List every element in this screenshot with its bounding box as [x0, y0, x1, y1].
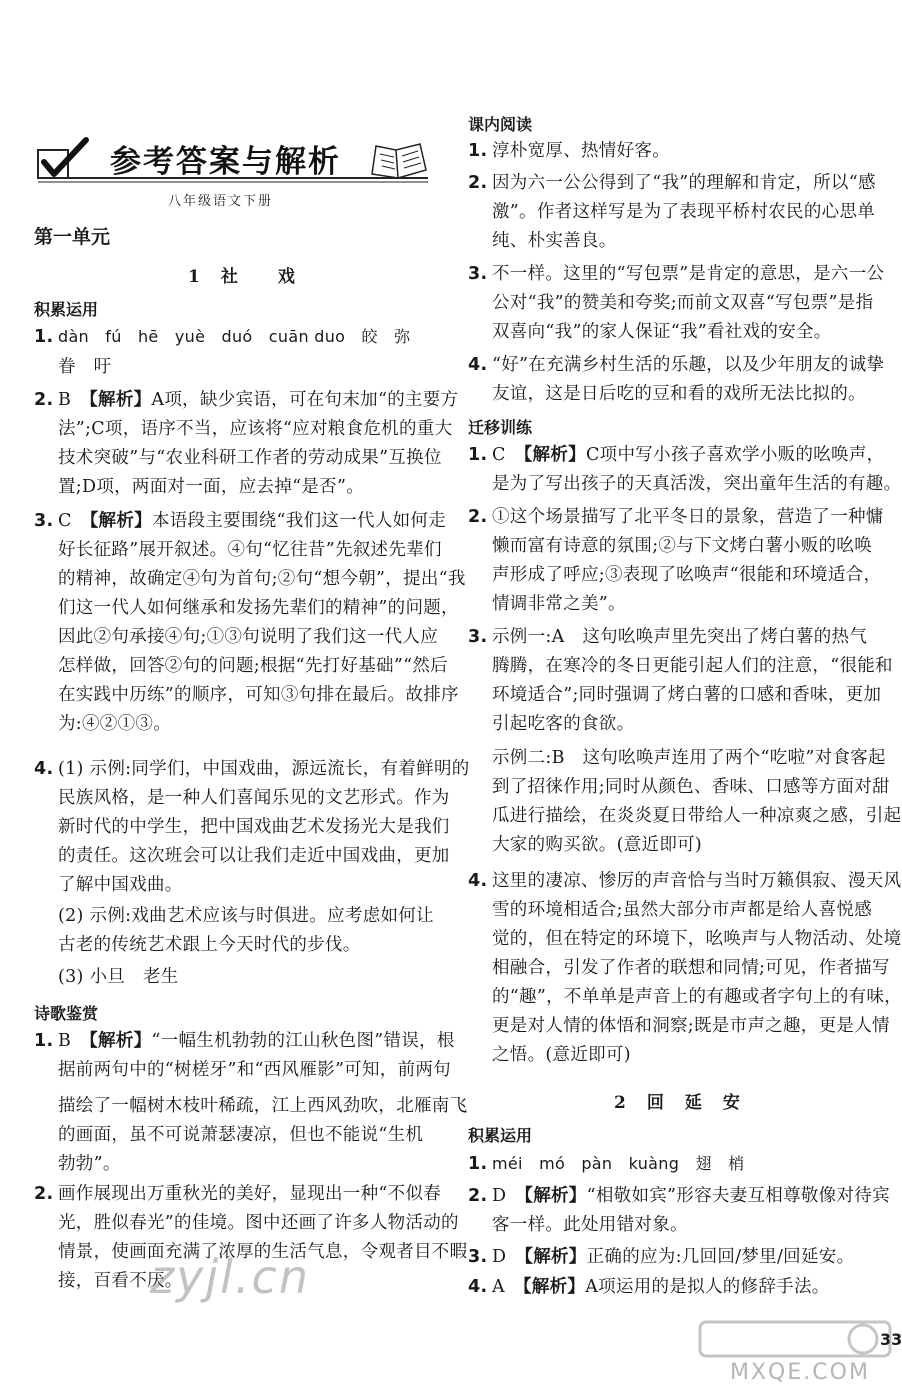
answer-line: 友谊，这是日后吃的豆和看的戏所无法比拟的。 — [492, 384, 866, 404]
analysis-tag: 【解析】 — [523, 445, 586, 465]
answer-line: 懒而富有诗意的氛围;②与下文烤白薯小贩的吆唤 — [492, 536, 872, 556]
answer-line: 瓜进行描绘，在炎炎夏日带给人一种凉爽之感，引起 — [492, 806, 902, 826]
answer-line: 光，胜似春光”的佳境。图中还画了许多人物活动的 — [58, 1213, 459, 1233]
answer-line: 因此②句承接④句;①③句说明了我们这一代人应 — [58, 627, 438, 647]
answer-line: 是为了写出孩子的天真活泼，突出童年生活的有趣。 — [492, 474, 902, 494]
answer-line: 因为六一公公得到了“我”的理解和肯定，所以“感 — [492, 173, 876, 193]
answer-line: 不一样。这里的“写包票”是肯定的意思，是六一公 — [492, 264, 885, 284]
answer-line: C 【解析】C项中写小孩子喜欢学小贩的吆唤声， — [492, 445, 885, 465]
answer-line: 了解中国戏曲。 — [58, 875, 183, 895]
question-number: 2. — [34, 390, 54, 410]
answer-line: (2) 示例:戏曲艺术应该与时俱进。应考虑如何让 — [58, 906, 434, 926]
question-number: 1. — [468, 141, 488, 161]
answer-line: 新时代的中学生，把中国戏曲艺术发扬光大是我们 — [58, 817, 450, 837]
answer-line: 纯、朴实善良。 — [492, 231, 617, 251]
answer-line: ①这个场景描写了北平冬日的景象，营造了一种慵 — [492, 507, 884, 527]
answer-line: 的精神，故确定④句为首句;②句“想今朝”，提出“我 — [58, 569, 466, 589]
answer-line: 示例二:B 这句吆唤声连用了两个“吃啦”对食客起 — [492, 748, 886, 768]
answer-line: 雪的环境相适合;虽然大部分市声都是给人喜悦感 — [492, 900, 872, 920]
lesson-title: 1 社 戏 — [188, 267, 297, 287]
question-number: 2. — [468, 507, 488, 527]
analysis-tag: 【解析】 — [88, 390, 152, 410]
answer-line: (3) 小旦 老生 — [58, 967, 179, 987]
answer-line: 置;D项，两面对一面，应去掉“是否”。 — [58, 477, 365, 497]
answer-line: B 【解析】“一幅生机勃勃的江山秋色图”错误，根 — [58, 1031, 455, 1051]
section-heading: 迁移训练 — [468, 418, 533, 437]
answer-line: 更是对人情的体悟和洞察;既是市声之趣，更是人情 — [492, 1016, 890, 1036]
answer-line: 好长征路”展开叙述。④句“忆往昔”先叙述先辈们 — [58, 540, 442, 560]
answer-line: 的“趣”，不单单是声音上的有趣或者字句上的有味， — [492, 987, 902, 1007]
answer-line: 激”。作者这样写是为了表现平桥村农民的心思单 — [492, 202, 876, 222]
analysis-tag: 【解析】 — [524, 1247, 587, 1267]
answer-line: 据前两句中的“树槎牙”和“西风雁影”可知，前两句 — [58, 1060, 451, 1080]
answer-line: 为:④②①③。 — [58, 714, 171, 734]
analysis-tag: 【解析】 — [88, 1031, 152, 1051]
answer-line: C 【解析】本语段主要围绕“我们这一代人如何走 — [58, 511, 446, 531]
answer-line: 接，百看不厌。 — [58, 1271, 183, 1291]
question-number: 2. — [468, 173, 488, 193]
answer-line: 双喜向“我”的家人保证“我”看社戏的安全。 — [492, 322, 832, 342]
question-number: 1. — [468, 1154, 488, 1174]
answer-line: 觉的，但在特定的环境下，吆唤声与人物活动、处境 — [492, 929, 902, 949]
analysis-tag: 【解析】 — [524, 1186, 587, 1206]
answer-line: 之悟。(意近即可) — [492, 1045, 631, 1065]
answer-line: 们这一代人如何继承和发扬先辈们的精神”的问题， — [58, 598, 459, 618]
unit-heading: 第一单元 — [34, 226, 111, 248]
answer-line: 情调非常之美”。 — [492, 594, 626, 614]
answer-line: 画作展现出万重秋光的美好，显现出一种“不似春 — [58, 1184, 442, 1204]
answer-line: 淳朴宽厚、热情好客。 — [492, 141, 670, 161]
question-number: 2. — [34, 1184, 54, 1204]
question-number: 1. — [34, 1031, 54, 1051]
watermark: zyjl.cn — [150, 1250, 310, 1304]
lesson-title: 2 回 延 安 — [614, 1093, 742, 1113]
answer-line: D 【解析】正确的应为:几回回/梦里/回延安。 — [492, 1247, 855, 1267]
analysis-tag: 【解析】 — [89, 511, 152, 531]
answer-line: 情景，使画面充满了浓厚的生活气息，令观者目不暇 — [58, 1242, 468, 1262]
answer-line: 民族风格，是一种人们喜闻乐见的文艺形式。作为 — [58, 788, 450, 808]
question-number: 1. — [34, 327, 54, 347]
answer-line: 技术突破”与“农业科研工作者的劳动成果”互换位 — [58, 448, 442, 468]
answer-line: 公对“我”的赞美和夸奖;而前文双喜“写包票”是指 — [492, 293, 874, 313]
question-number: 3. — [468, 627, 488, 647]
answer-line: 大家的购买欲。(意近即可) — [492, 835, 703, 855]
answer-line: 的责任。这次班会可以让我们走近中国戏曲，更加 — [58, 846, 450, 866]
answer-line: 示例一:A 这句吆唤声里先突出了烤白薯的热气 — [492, 627, 868, 647]
page-subtitle: 八年级语文下册 — [168, 194, 274, 209]
question-number: 2. — [468, 1186, 488, 1206]
answer-line: dàn fú hē yuè duó cuān duo 皎 弥 — [58, 327, 411, 346]
answer-line: 相融合，引发了作者的联想和同情;可见，作者描写 — [492, 958, 890, 978]
checkmark-icon — [36, 136, 92, 184]
answer-line: 腾腾，在寒冷的冬日更能引起人们的注意，“很能和 — [492, 656, 893, 676]
section-heading: 诗歌鉴赏 — [34, 1004, 99, 1023]
question-number: 3. — [34, 511, 54, 531]
book-icon — [368, 140, 430, 184]
question-number: 4. — [34, 759, 54, 779]
answer-line: (1) 示例:同学们，中国戏曲，源远流长，有着鲜明的 — [58, 759, 470, 779]
question-number: 4. — [468, 1277, 488, 1297]
answer-line: B 【解析】A项，缺少宾语，可在句末加“的主要方 — [58, 390, 459, 410]
answer-line: 在实践中历练”的顺序，可知③句排在最后。故排序 — [58, 685, 459, 705]
answer-line: 古老的传统艺术跟上今天时代的步伐。 — [58, 935, 361, 955]
question-number: 3. — [468, 1247, 488, 1267]
question-number: 1. — [468, 445, 488, 465]
answer-line: 的画面，虽不可说萧瑟凄凉，但也不能说“生机 — [58, 1125, 424, 1145]
answer-line: 到了招徕作用;同时从颜色、香味、口感等方面对甜 — [492, 777, 890, 797]
answer-line: A 【解析】A项运用的是拟人的修辞手法。 — [492, 1277, 830, 1297]
answer-line: D 【解析】“相敬如宾”形容夫妻互相尊敬像对待宾 — [492, 1186, 890, 1206]
question-number: 3. — [468, 264, 488, 284]
section-heading: 积累运用 — [34, 300, 99, 319]
analysis-tag: 【解析】 — [522, 1277, 586, 1297]
answer-line: 法”;C项，语序不当，应该将“应对粮食危机的重大 — [58, 419, 453, 439]
page-title: 参考答案与解析 — [110, 144, 341, 180]
watermark: MXQE.COM — [730, 1360, 870, 1385]
answer-line: 描绘了一幅树木枝叶稀疏，江上西风劲吹，北雁南飞 — [58, 1096, 468, 1116]
answer-line: 勃勃”。 — [58, 1154, 121, 1174]
answer-line: 环境适合”;同时强调了烤白薯的口感和香味，更加 — [492, 685, 882, 705]
section-heading: 课内阅读 — [468, 115, 533, 134]
question-number: 4. — [468, 871, 488, 891]
answer-line: 这里的凄凉、惨厉的声音恰与当时万籁俱寂、漫天风 — [492, 871, 902, 891]
section-heading: 积累运用 — [468, 1126, 533, 1145]
answer-line: 怎样做，回答②句的问题;根据“先打好基础”“然后 — [58, 656, 448, 676]
answer-line: 眷 吁 — [58, 357, 112, 377]
answer-line: 声形成了呼应;③表现了吆唤声“很能和环境适合， — [492, 565, 882, 585]
answer-line: “好”在充满乡村生活的乐趣，以及少年朋友的诚挚 — [492, 355, 885, 375]
answer-line: 客一样。此处用错对象。 — [492, 1215, 688, 1235]
page-number: 33 — [880, 1330, 902, 1349]
answer-line: méi mó pàn kuàng 翅 梢 — [492, 1154, 745, 1173]
answer-line: 引起吃客的食欲。 — [492, 714, 635, 734]
question-number: 4. — [468, 355, 488, 375]
